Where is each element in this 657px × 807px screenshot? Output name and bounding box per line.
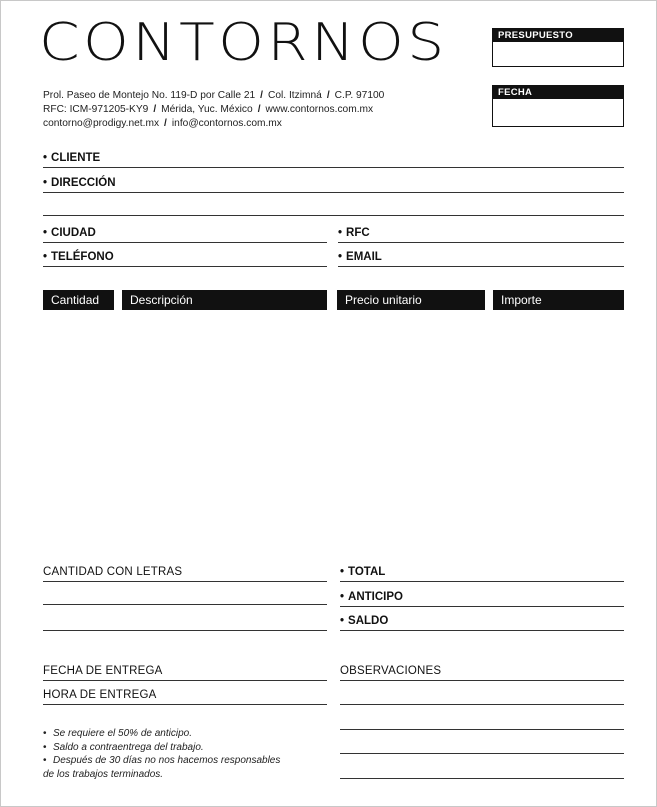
observaciones-field[interactable] <box>340 665 624 681</box>
table-header-precio: Precio unitario <box>337 290 485 310</box>
term-item: • Se requiere el 50% de anticipo. <box>43 727 280 741</box>
presupuesto-box <box>492 28 624 67</box>
anticipo-label: ANTICIPO <box>348 591 403 603</box>
cliente-label: CLIENTE <box>51 152 101 164</box>
address-street: Prol. Paseo de Montejo No. 119-D por Calle 21 <box>43 90 256 101</box>
cantidad-letras-line-3[interactable] <box>43 630 327 631</box>
terms-list <box>43 727 280 781</box>
company-website: www.contornos.com.mx <box>265 104 374 115</box>
bullet: • <box>340 615 345 627</box>
presupuesto-label: PRESUPUESTO <box>493 29 623 42</box>
observaciones-label: OBSERVACIONES <box>340 665 442 677</box>
fecha-field[interactable] <box>493 99 623 126</box>
cantidad-letras-label: CANTIDAD CON LETRAS <box>43 566 183 578</box>
direccion-field[interactable] <box>43 177 624 193</box>
saldo-label: SALDO <box>348 615 389 627</box>
cantidad-letras-field[interactable] <box>43 566 327 582</box>
telefono-label: TELÉFONO <box>51 251 114 263</box>
observaciones-line-2[interactable] <box>340 704 624 705</box>
observaciones-line-4[interactable] <box>340 753 624 754</box>
observaciones-line-5[interactable] <box>340 778 624 779</box>
contact-line-rfc <box>43 105 373 115</box>
company-email-1: contorno@prodigy.net.mx <box>43 118 160 129</box>
ciudad-label: CIUDAD <box>51 227 96 239</box>
bullet: • <box>43 152 48 164</box>
separator: / <box>326 90 330 101</box>
presupuesto-field[interactable] <box>493 42 623 66</box>
address-zip: C.P. 97100 <box>334 90 385 101</box>
fecha-entrega-field[interactable] <box>43 665 327 681</box>
telefono-field[interactable] <box>43 251 327 267</box>
contact-line-address <box>43 91 384 101</box>
email-field[interactable] <box>338 251 624 267</box>
rfc-field[interactable] <box>338 227 624 243</box>
term-item: • Saldo a contraentrega del trabajo. <box>43 741 280 755</box>
rfc-label: RFC <box>346 227 370 239</box>
address-colonia: Col. Itzimná <box>268 90 322 101</box>
cliente-field[interactable] <box>43 152 624 168</box>
separator: / <box>257 104 261 115</box>
separator: / <box>164 118 167 129</box>
table-header-descripcion: Descripción <box>122 290 327 310</box>
company-city: Mérida, Yuc. México <box>161 104 253 115</box>
bullet: • <box>338 227 343 239</box>
bullet: • <box>43 227 48 239</box>
direccion-line-2[interactable] <box>43 215 624 216</box>
hora-entrega-field[interactable] <box>43 689 327 705</box>
bullet: • <box>340 566 345 578</box>
email-label: EMAIL <box>346 251 382 263</box>
bullet: • <box>338 251 343 263</box>
total-label: TOTAL <box>348 566 386 578</box>
contact-line-email <box>43 119 282 129</box>
brand-logo: CONTORNOS <box>39 13 448 73</box>
cantidad-letras-line-2[interactable] <box>43 604 327 605</box>
total-field[interactable] <box>340 566 624 582</box>
company-email-2: info@contornos.com.mx <box>171 118 282 129</box>
ciudad-field[interactable] <box>43 227 327 243</box>
anticipo-field[interactable] <box>340 591 624 607</box>
observaciones-line-3[interactable] <box>340 729 624 730</box>
fecha-entrega-label: FECHA DE ENTREGA <box>43 665 163 677</box>
table-header-cantidad: Cantidad <box>43 290 114 310</box>
bullet: • <box>340 591 345 603</box>
separator: / <box>260 90 264 101</box>
table-header-importe: Importe <box>493 290 624 310</box>
fecha-label: FECHA <box>493 86 623 99</box>
bullet: • <box>43 251 48 263</box>
saldo-field[interactable] <box>340 615 624 631</box>
bullet: • <box>43 177 48 189</box>
hora-entrega-label: HORA DE ENTREGA <box>43 689 157 701</box>
separator: / <box>153 104 157 115</box>
term-item: • Después de 30 días no nos hacemos responsables <box>43 754 280 768</box>
company-rfc: RFC: ICM-971205-KY9 <box>43 104 149 115</box>
term-item-continued: de los trabajos terminados. <box>43 768 164 780</box>
fecha-box <box>492 85 624 127</box>
direccion-label: DIRECCIÓN <box>51 177 116 189</box>
